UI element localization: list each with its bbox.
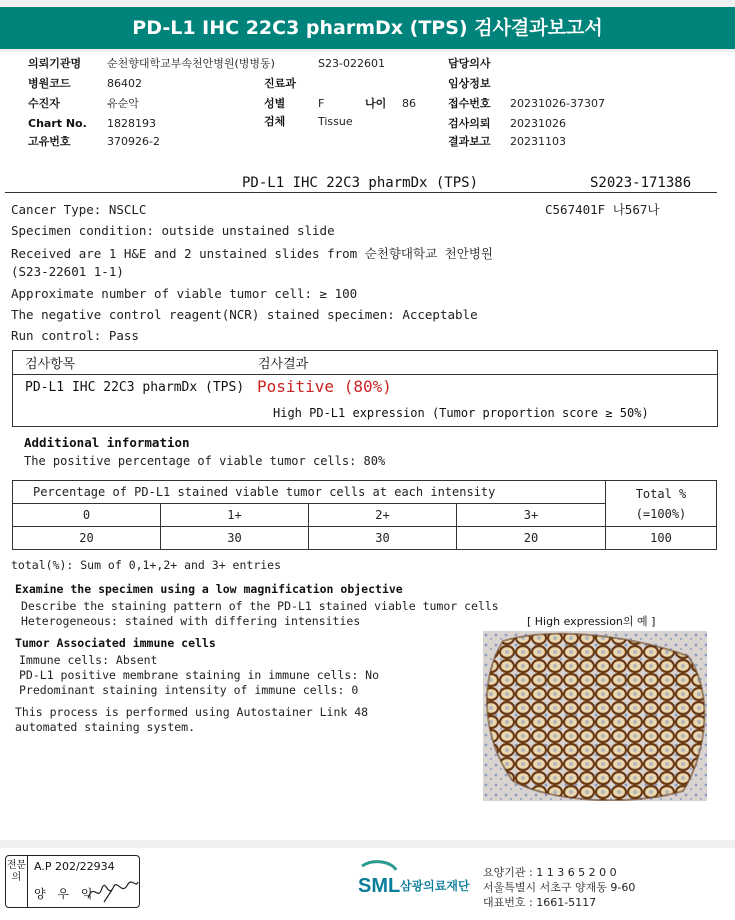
received-line: Received are 1 H&E and 2 unstained slides from 순천향대학교 천안병원 bbox=[11, 246, 493, 261]
handwritten-signature bbox=[84, 876, 140, 906]
institution-label: 의뢰기관명 bbox=[28, 57, 82, 70]
result-header-row bbox=[13, 351, 717, 375]
ihc-example-image bbox=[483, 631, 707, 801]
hospital-code-value: 86402 bbox=[107, 77, 142, 90]
ncr-line: The negative control reagent(NCR) stained specimen: Acceptable bbox=[11, 307, 478, 322]
total-note: total(%): Sum of 0,1+,2+ and 3+ entries bbox=[11, 558, 282, 572]
request-label: 검사의뢰 bbox=[448, 117, 491, 130]
process-line-2: automated staining system. bbox=[15, 720, 196, 734]
examine-line-2: Heterogeneous: stained with differing intensities bbox=[21, 614, 361, 628]
intensity-total-value: 100 bbox=[606, 527, 717, 550]
additional-info-title: Additional information bbox=[24, 435, 190, 450]
report-body bbox=[0, 170, 735, 840]
age-label: 나이 bbox=[365, 97, 387, 110]
viable-tumor-line: Approximate number of viable tumor cell: ≥ 100 bbox=[11, 286, 358, 301]
specimen-code: C567401F 나567나 bbox=[545, 202, 660, 217]
institution-value: 순천향대학교부속천안병원(병병동) bbox=[107, 57, 275, 70]
total-header-cell bbox=[606, 481, 717, 527]
title-divider bbox=[5, 192, 717, 193]
intensity-2-header: 2+ bbox=[309, 504, 457, 527]
total-header-sub: (=100%) bbox=[635, 506, 687, 521]
result-value: Positive (80%) bbox=[257, 377, 392, 396]
receipt-label: 접수번호 bbox=[448, 97, 491, 110]
report-date-value: 20231103 bbox=[510, 135, 566, 148]
request-value: 20231026 bbox=[510, 117, 566, 130]
immune-line-2: PD-L1 positive membrane staining in immune cells: No bbox=[19, 668, 380, 682]
photo-caption: [ High expression의 예 ] bbox=[527, 615, 656, 628]
hospital-code-label: 병원코드 bbox=[28, 77, 71, 90]
result-header-result: 검사결과 bbox=[258, 357, 309, 372]
result-item: PD-L1 IHC 22C3 pharmDx (TPS) bbox=[25, 380, 245, 395]
unique-no-value: 370926-2 bbox=[107, 135, 160, 148]
institution-phone: 대표번호 : 1661-5117 bbox=[483, 896, 597, 909]
collector-label: 수진자 bbox=[28, 97, 60, 110]
additional-info-text: The positive percentage of viable tumor cells: 80% bbox=[24, 454, 386, 468]
intensity-0-value: 20 bbox=[13, 527, 161, 550]
result-box bbox=[12, 350, 718, 427]
report-date-label: 결과보고 bbox=[448, 135, 491, 148]
logo-text: 삼광의료재단 bbox=[400, 879, 470, 893]
report-test-title: PD-L1 IHC 22C3 pharmDx (TPS) bbox=[242, 175, 479, 191]
intensity-3-header: 3+ bbox=[457, 504, 606, 527]
patient-info-panel bbox=[0, 52, 735, 170]
department-label: 진료과 bbox=[264, 77, 296, 90]
collector-value: 유순악 bbox=[107, 97, 139, 110]
specimen-value: Tissue bbox=[318, 115, 353, 128]
pathologist-sign-box bbox=[5, 855, 140, 908]
examine-title: Examine the specimen using a low magnification objective bbox=[15, 582, 403, 596]
specimen-label: 검체 bbox=[264, 115, 286, 128]
sign-license: A.P 202/22934 bbox=[34, 860, 115, 873]
immune-title: Tumor Associated immune cells bbox=[15, 636, 216, 650]
intensity-0-header: 0 bbox=[13, 504, 161, 527]
unique-no-label: 고유번호 bbox=[28, 135, 71, 148]
institution-code: 요양기관 : 1 1 3 6 5 2 0 0 bbox=[483, 866, 617, 879]
run-control-line: Run control: Pass bbox=[11, 328, 139, 343]
logo-mark: SML bbox=[358, 875, 401, 897]
process-line-1: This process is performed using Autostainer Link 48 bbox=[15, 705, 369, 719]
ihc-stain-graphic bbox=[483, 631, 707, 801]
intensity-2-value: 30 bbox=[309, 527, 457, 550]
age-value: 86 bbox=[402, 97, 416, 110]
immune-line-1: Immune cells: Absent bbox=[19, 653, 158, 667]
institution-address: 서울특별시 서초구 양재동 9-60 bbox=[483, 881, 636, 894]
examine-line-1: Describe the staining pattern of the PD-L1 stained viable tumor cells bbox=[21, 599, 499, 613]
intensity-table-caption: Percentage of PD-L1 stained viable tumor cells at each intensity bbox=[13, 481, 606, 504]
report-id: S2023-171386 bbox=[590, 175, 692, 191]
cancer-type-line: Cancer Type: NSCLC bbox=[11, 202, 147, 217]
result-header-item: 검사항목 bbox=[25, 357, 76, 372]
sign-side-label: 전문의 bbox=[6, 856, 28, 907]
immune-line-3: Predominant staining intensity of immune cells: 0 bbox=[19, 683, 359, 697]
intensity-3-value: 20 bbox=[457, 527, 606, 550]
chart-no-label: Chart No. bbox=[28, 117, 87, 130]
result-expression: High PD-L1 expression (Tumor proportion score ≥ 50%) bbox=[273, 406, 649, 420]
intensity-1-value: 30 bbox=[161, 527, 309, 550]
institution-code-value: S23-022601 bbox=[318, 57, 385, 70]
clinical-label: 임상정보 bbox=[448, 77, 491, 90]
sex-label: 성별 bbox=[264, 97, 286, 110]
intensity-1-header: 1+ bbox=[161, 504, 309, 527]
slide-id-line: (S23-22601 1-1) bbox=[11, 264, 124, 279]
report-footer bbox=[0, 848, 735, 920]
report-banner-title: PD-L1 IHC 22C3 pharmDx (TPS) 검사결과보고서 bbox=[0, 7, 735, 49]
doctor-label: 담당의사 bbox=[448, 57, 491, 70]
total-header: Total % bbox=[635, 486, 687, 501]
sign-name: 양 우 익 bbox=[34, 887, 97, 901]
intensity-table bbox=[12, 480, 717, 550]
receipt-value: 20231026-37307 bbox=[510, 97, 605, 110]
sex-value: F bbox=[318, 97, 325, 110]
chart-no-value: 1828193 bbox=[107, 117, 156, 130]
specimen-condition-line: Specimen condition: outside unstained slide bbox=[11, 223, 335, 238]
